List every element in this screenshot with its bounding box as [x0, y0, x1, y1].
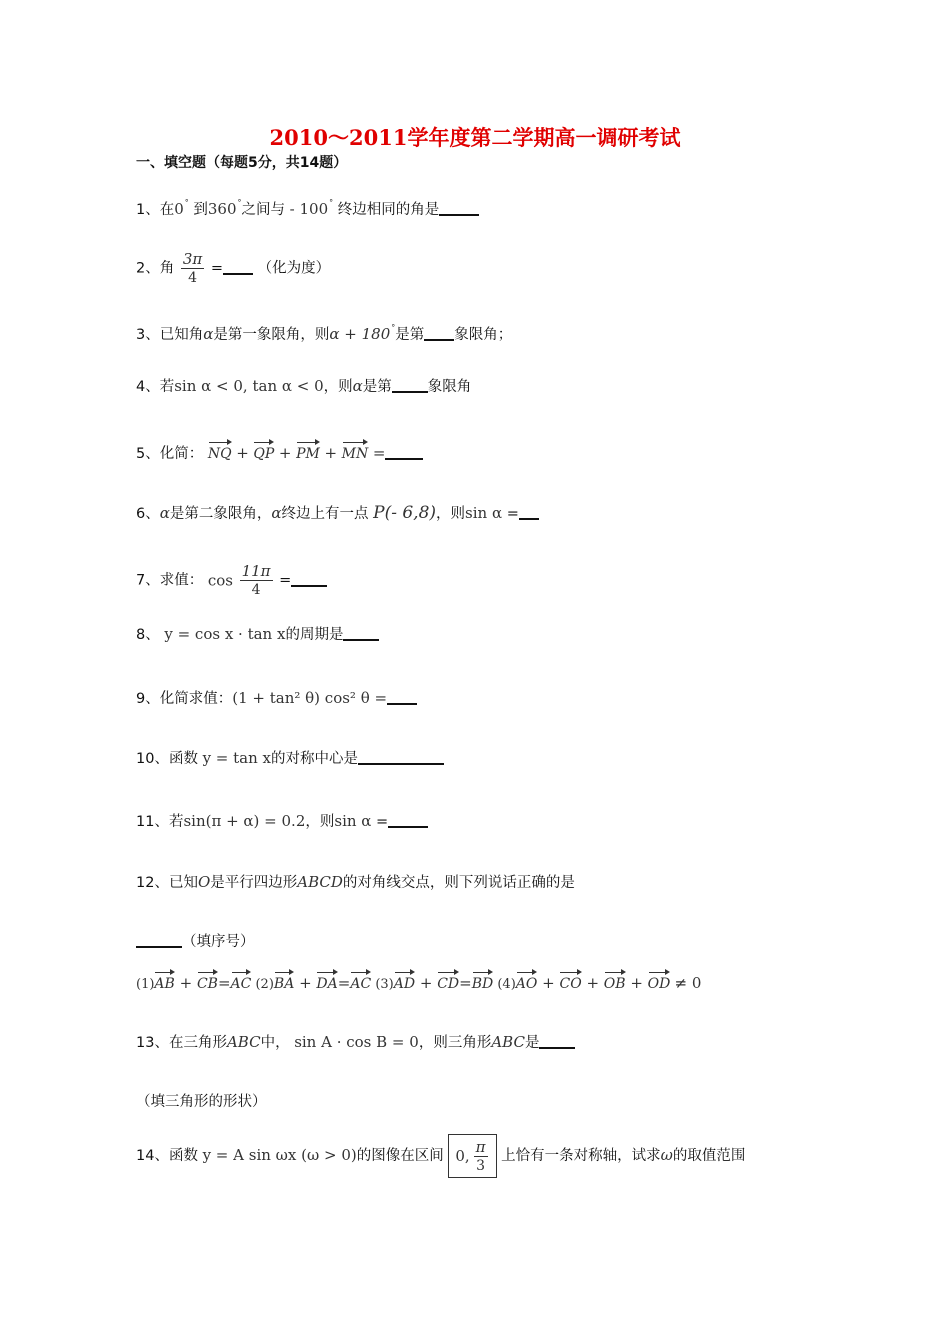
vector-ab: AB — [154, 970, 174, 994]
interval-bracket: 0, $\frac{\pi}{3}$ — [448, 1134, 496, 1178]
question-9: 9、化简求值：(1 + tan² θ) cos² θ = — [136, 688, 417, 709]
answer-blank-11[interactable] — [388, 812, 428, 828]
answer-blank-1[interactable] — [439, 200, 479, 216]
question-11: 11、若sin(π + α) = 0.2，则sin α = — [136, 811, 428, 832]
question-13: 13、在三角形ABC中， sin A · cos B = 0，则三角形ABC是 — [136, 1032, 575, 1053]
vector-ao: AO — [516, 970, 538, 994]
question-4: 4、若sin α < 0, tan α < 0，则α是第 象限角 — [136, 377, 472, 395]
vector-ba: BA — [274, 970, 294, 994]
question-7: 7、求值： cos $\frac{11\pi}{4}$ = — [136, 562, 327, 599]
vector-mn: MN — [342, 440, 369, 464]
vector-ob: OB — [604, 970, 626, 994]
vector-da: DA — [316, 970, 337, 994]
answer-blank-8[interactable] — [343, 625, 379, 641]
question-13-hint: （填三角形的形状） — [136, 1094, 267, 1110]
fraction: $\frac{3\pi}{4}$ — [182, 250, 203, 286]
answer-blank-12[interactable] — [136, 932, 182, 948]
answer-blank-13[interactable] — [539, 1033, 575, 1049]
answer-blank-10[interactable] — [358, 749, 444, 765]
answer-blank-7[interactable] — [291, 571, 327, 587]
question-8: 8、 y = cos x · tan x的周期是 — [136, 624, 379, 645]
vector-bd: BD — [472, 970, 494, 994]
question-1: 1、在0° 到360°之间与 - 100° 终边相同的角是 — [136, 193, 479, 220]
question-2: 2、角 $\frac{3\pi}{4}$ = （化为度） — [136, 250, 331, 286]
vector-ac: AC — [350, 970, 371, 994]
question-3: 3、已知角α是第一象限角，则α + 180°是第 象限角； — [136, 323, 513, 343]
question-12-options: (1)AB + CB=AC (2)BA + DA=AC (3)AD + CD=BD (4)AO + CO + OB + OD ≠ 0 — [136, 970, 701, 995]
vector-pm: PM — [296, 440, 320, 464]
section-heading: 一、填空题（每题5分，共14题） — [136, 155, 348, 171]
question-5: 5、化简： NQ + QP + PM + MN = — [136, 440, 423, 464]
vector-co: CO — [559, 970, 581, 994]
vector-cb: CB — [197, 970, 218, 994]
question-10: 10、函数 y = tan x的对称中心是 — [136, 748, 444, 769]
vector-nq: NQ — [208, 440, 232, 464]
vector-qp: QP — [253, 440, 274, 464]
question-14: 14、函数 y = A sin ωx (ω > 0)的图像在区间 0, $\frac{\pi}{3}$ 上恰有一条对称轴，试求ω的取值范围 — [136, 1130, 745, 1181]
answer-blank-6[interactable] — [519, 504, 539, 520]
vector-od: OD — [648, 970, 671, 994]
question-12: 12、已知O是平行四边形ABCD的对角线交点，则下列说话正确的是 — [136, 873, 575, 891]
answer-blank-5[interactable] — [385, 444, 423, 460]
question-6: 6、α是第二象限角，α终边上有一点 P(- 6,8)，则sin α = — [136, 503, 539, 524]
fraction: $\frac{\pi}{3}$ — [475, 1137, 486, 1174]
answer-blank-2[interactable] — [223, 259, 253, 275]
fraction: $\frac{11\pi}{4}$ — [241, 562, 271, 598]
question-12-answer: （填序号） — [136, 932, 255, 952]
page-title: 2010～2011学年度第二学期高一调研考试 — [269, 125, 681, 150]
answer-blank-3[interactable] — [424, 325, 454, 341]
vector-ad: AD — [394, 970, 415, 994]
vector-cd: CD — [437, 970, 459, 994]
vector-ac: AC — [231, 970, 252, 994]
answer-blank-4[interactable] — [392, 377, 428, 393]
answer-blank-9[interactable] — [387, 689, 417, 705]
